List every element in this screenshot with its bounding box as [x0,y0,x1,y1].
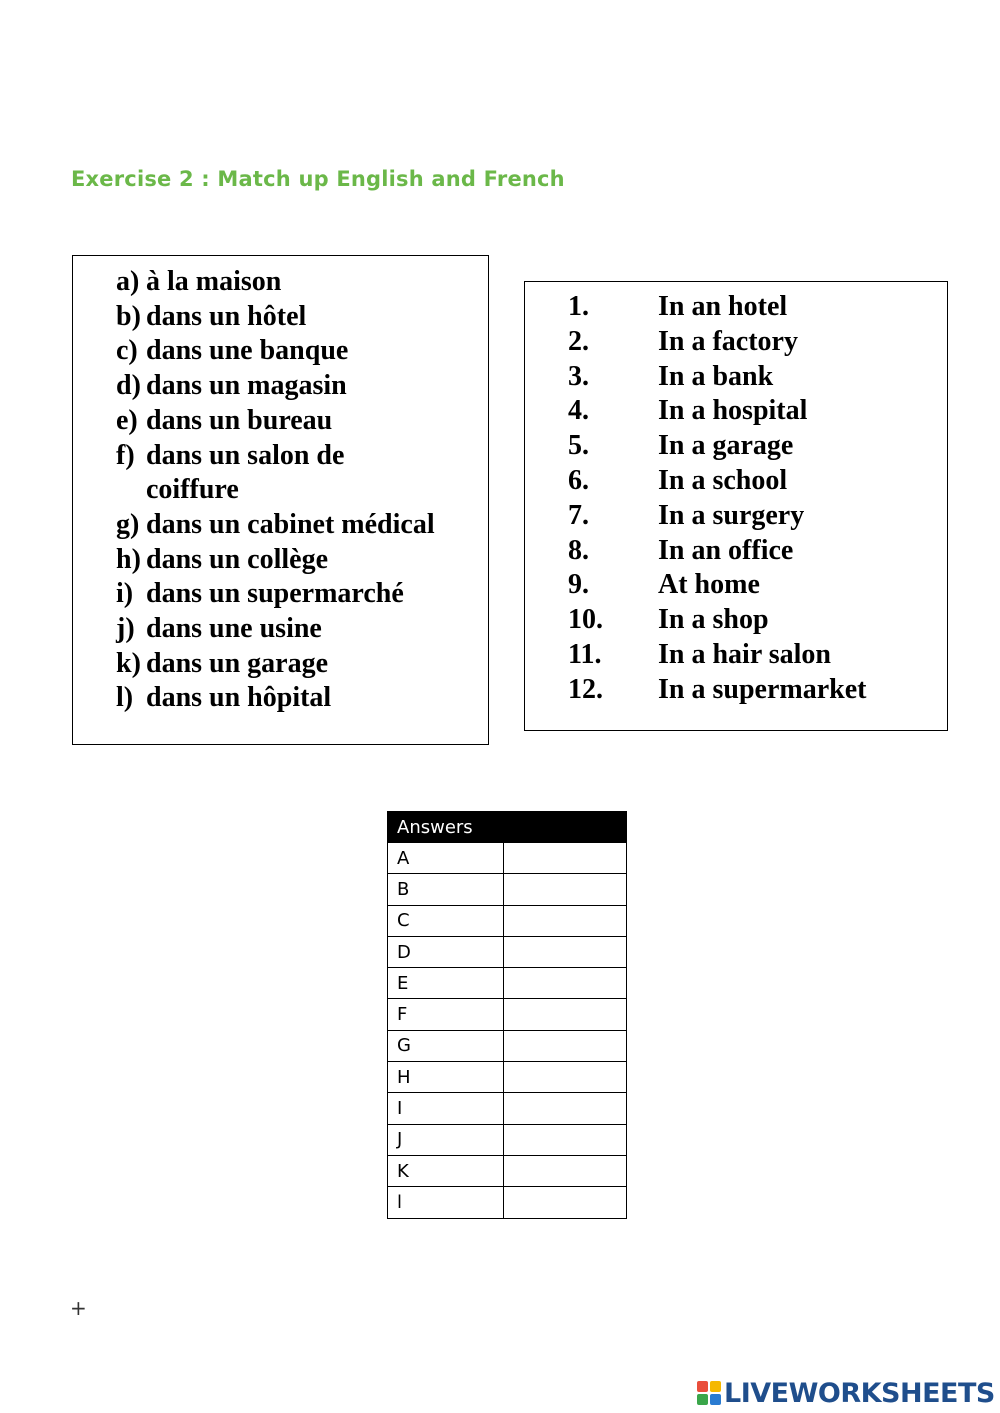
english-item-number: 4. [568,395,589,427]
answer-input[interactable] [504,906,626,936]
english-item-number: 3. [568,360,589,392]
english-item-number: 9. [568,569,589,601]
english-item-text: In an office [658,534,794,566]
answer-label: B [388,874,504,905]
answer-row [388,1124,627,1155]
answer-cell [504,999,627,1030]
english-item-number: 7. [568,499,589,531]
logo-text: LIVEWORKSHEETS [724,1377,995,1409]
logo-mark-icon [697,1381,721,1405]
answer-cell [504,1062,627,1093]
english-item-number: 2. [568,325,589,357]
answers-table [387,811,627,1219]
french-item-text: dans un garage [146,647,329,679]
french-item-letter: g) [116,508,140,540]
answer-label: G [388,1030,504,1061]
answer-row [388,1187,627,1218]
english-item-text: In a factory [658,325,798,357]
answer-label: l [388,1187,504,1218]
answer-row [388,1062,627,1093]
english-item-number: 8. [568,534,589,566]
french-item-letter: l) [116,682,134,714]
answer-label: E [388,968,504,999]
french-item-text: dans un hôpital [146,682,332,714]
answer-cell [504,874,627,905]
french-item-text: dans un salon de [146,439,345,471]
answer-label: F [388,999,504,1030]
answer-row [388,874,627,905]
answer-input[interactable] [504,1187,626,1217]
answer-label: I [388,1093,504,1124]
english-item-text: In a bank [658,360,774,392]
french-item-text: dans un hôtel [146,300,307,332]
english-item-text: In a hair salon [658,639,831,670]
answer-input[interactable] [504,1125,626,1155]
answer-row [388,1093,627,1124]
answer-cell [504,1030,627,1061]
answer-input[interactable] [504,999,626,1029]
answer-row [388,968,627,999]
french-item-text: dans un supermarché [146,578,404,610]
answer-cell [504,1155,627,1186]
answer-input[interactable] [504,1093,626,1123]
answer-input[interactable] [504,1031,626,1061]
answer-label: K [388,1155,504,1186]
answer-input[interactable] [504,1062,626,1092]
french-item-letter: f) [116,439,135,471]
english-item-number: 1. [568,291,589,322]
french-item-letter: e) [116,404,138,436]
answer-label: J [388,1124,504,1155]
answer-input[interactable] [504,937,626,967]
answer-cell [504,1187,627,1218]
answer-cell [504,968,627,999]
answer-input[interactable] [504,874,626,904]
french-item-letter: h) [116,543,141,575]
french-item-text: dans une banque [146,335,349,367]
english-item-number: 5. [568,430,589,462]
french-item-letter: a) [116,266,140,297]
answer-row [388,1155,627,1186]
answer-cell [504,1124,627,1155]
answer-label: D [388,936,504,967]
answer-label: C [388,905,504,936]
french-item-text: dans un collège [146,543,329,575]
answer-cell [504,1093,627,1124]
french-item-letter: b) [116,300,141,332]
answer-row [388,843,627,874]
english-item-text: In an hotel [658,291,788,322]
answer-input[interactable] [504,968,626,998]
english-list-box [524,281,948,731]
answer-cell [504,936,627,967]
english-item-text: In a surgery [658,499,805,531]
exercise-title: Exercise 2 : Match up English and French [71,167,565,191]
answer-label: H [388,1062,504,1093]
answer-cell [504,843,627,874]
french-item-text: dans une usine [146,613,322,644]
english-item-text: In a supermarket [658,673,867,705]
answer-row [388,1030,627,1061]
french-list-box [72,255,489,745]
answer-input[interactable] [504,843,626,873]
english-item-text: In a shop [658,604,769,636]
english-item-number: 10. [568,604,603,636]
answer-cell [504,905,627,936]
answer-row [388,936,627,967]
answer-input[interactable] [504,1156,626,1186]
english-item-number: 6. [568,465,589,496]
answers-header: Answers [388,812,627,843]
liveworksheets-logo [697,1376,995,1410]
answer-row [388,905,627,936]
answer-label: A [388,843,504,874]
french-item-letter: k) [116,647,141,679]
english-item-text: In a hospital [658,395,808,427]
french-item-text: dans un bureau [146,404,333,436]
english-item-text: In a school [658,465,788,496]
french-item-letter: c) [116,335,138,367]
french-item-text: coiffure [146,474,239,506]
french-item-text: dans un magasin [146,370,347,402]
french-item-letter: i) [116,578,134,610]
english-item-text: At home [658,569,760,601]
english-item-number: 12. [568,673,603,705]
english-item-text: In a garage [658,430,794,462]
answer-row [388,999,627,1030]
french-item-letter: d) [116,370,141,402]
french-item-text: dans un cabinet médical [146,508,435,540]
plus-mark: + [70,1296,87,1320]
french-item-text: à la maison [146,266,282,297]
english-item-number: 11. [568,639,602,670]
french-item-letter: j) [116,613,135,644]
